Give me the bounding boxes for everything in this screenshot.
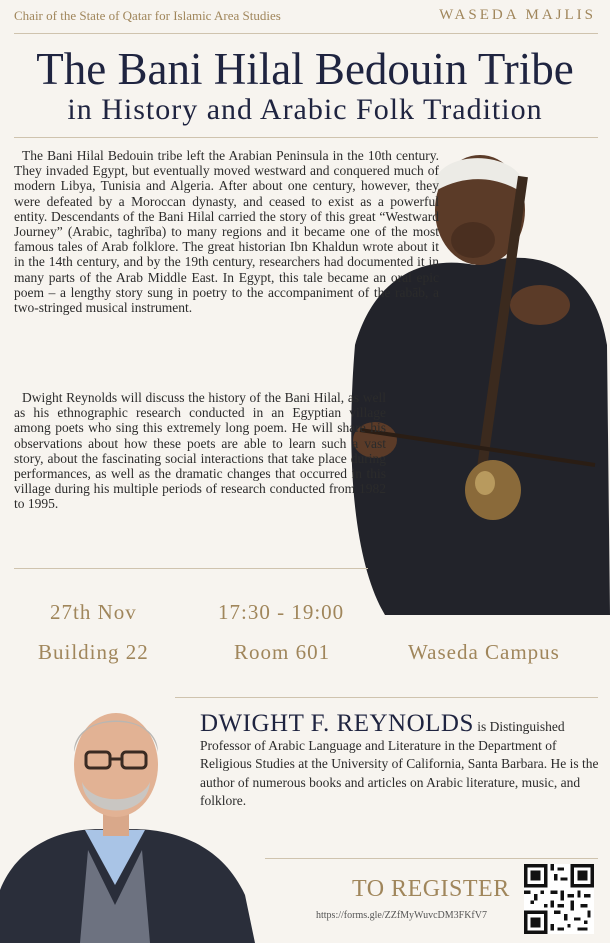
title-divider	[14, 137, 598, 138]
speaker-bio-text: Professor of Arabic Language and Literature in the Department of Religious Studies at the University of California, Santa Barbara. He is the author of numerous books and articles on Arabic literature, music, and folklore.	[200, 737, 599, 808]
event-description-2	[14, 390, 386, 512]
event-time: 17:30 - 19:00	[218, 600, 345, 624]
series-name: WASEDA MAJLIS	[439, 7, 596, 23]
event-description	[14, 148, 439, 315]
page-subtitle: in History and Arabic Folk Tradition	[67, 93, 543, 126]
register-heading: TO REGISTER	[352, 876, 510, 902]
description-paragraph-2: Dwight Reynolds will discuss the history of the Bani Hilal, as well as his ethnographic research conducted in an Egyptian village among poets who sing this extremely long poem. He will share his observations about how these poets are able to learn such a vast story, about the fascinating social interactions that take place during performances, as well as the dramatic changes that occurred in this village during his multiple periods of research conducted from 1982 to 1995.	[14, 390, 386, 512]
event-campus: Waseda Campus	[408, 640, 560, 664]
speaker-bio	[200, 710, 600, 811]
register-divider	[265, 858, 598, 859]
event-building: Building 22	[38, 640, 149, 664]
info-divider	[14, 568, 368, 569]
qr-code-icon[interactable]	[524, 864, 594, 934]
organizer-name: Chair of the State of Qatar for Islamic Area Studies	[14, 8, 281, 23]
event-room: Room 601	[234, 640, 331, 664]
speaker-name: DWIGHT F. REYNOLDS	[200, 710, 474, 737]
header-divider	[14, 33, 598, 34]
event-date: 27th Nov	[50, 600, 137, 624]
register-link[interactable]: https://forms.gle/ZZfMyWuvcDM3FKfV7	[316, 910, 487, 921]
speaker-bio-lead: is Distinguished	[473, 719, 565, 734]
description-paragraph-1: The Bani Hilal Bedouin tribe left the Arabian Peninsula in the 10th century. They invaded Egypt, but eventually moved westward and conquered much of modern Libya, Tunisia and Algeria. After about one century, however, they were defeated by a Moroccan dynasty, and ceased to exist as a powerful entity. Descendants of the Bani Hilal carried the story of this great “Westward Journey” (Arabic, taghrība) to many regions and it became one of the most famous tales of Arab folklore. The great historian Ibn Khaldun wrote about it in the 14th century, and by the 19th century, researchers had documented it in many parts of the Arab Middle East. In Egypt, this tale became an oral epic poem – a lengthy story sung in poetry to the accompaniment of the rabāb, a two-stringed musical instrument.	[14, 148, 439, 316]
page-title: The Bani Hilal Bedouin Tribe	[36, 44, 574, 94]
